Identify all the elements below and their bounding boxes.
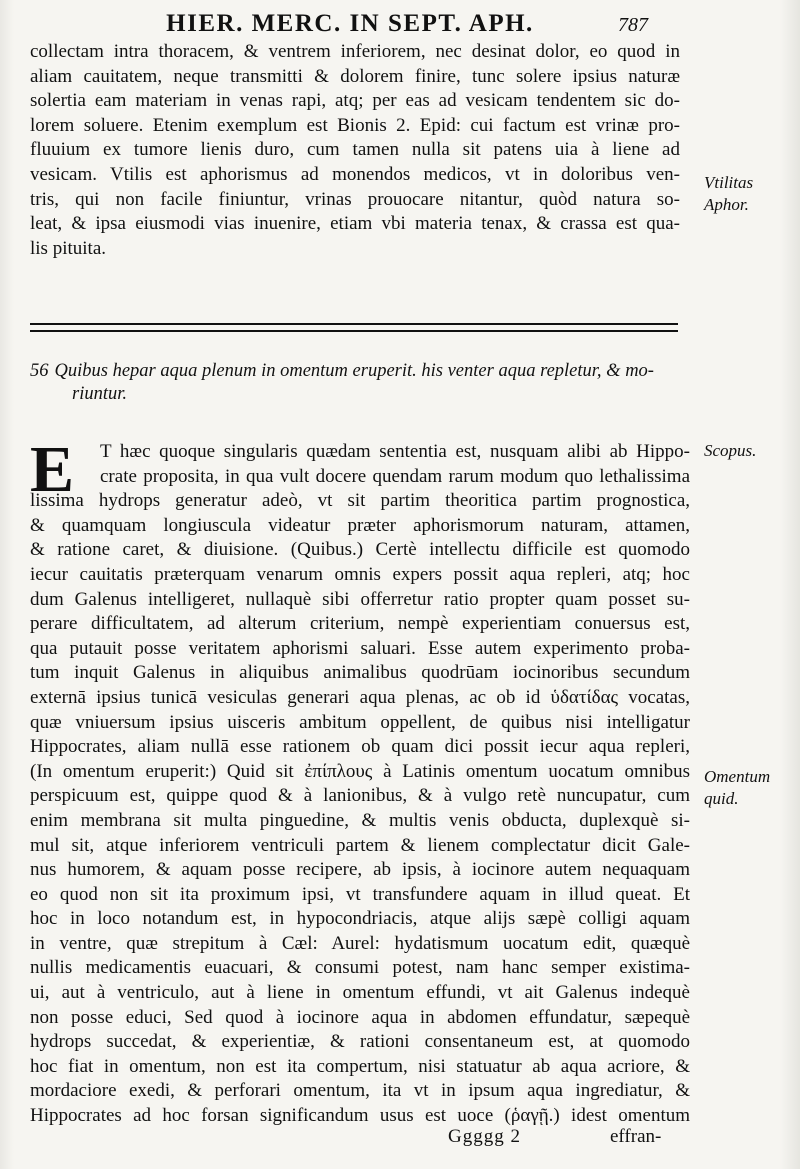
text-line: hoc in loco notandum est, in hypocondriacis, atque alijs sæpè colligi aquam <box>30 908 690 930</box>
text-line: enim membrana sit multa pinguedine, & multis venis obducta, duplexquè si- <box>30 809 690 831</box>
margin-note-line: Omentum <box>704 767 771 786</box>
aphorism-text: Quibus hepar aqua plenum in omentum eruperit. his venter aqua repletur, & mo- <box>54 361 654 381</box>
margin-note-scopus <box>704 440 756 462</box>
aphorism-text: riuntur. <box>72 384 128 404</box>
running-head: HIER. MERC. IN SEPT. APH. <box>166 10 534 37</box>
catchword: effran- <box>610 1126 662 1147</box>
text-line: nullis medicamentis euacuari, & consumi potest, nam hanc semper existima- <box>30 957 690 979</box>
text-line: perspicuum est, quippe quod & à lanionibus, & à vulgo retè nuncupatur, cum <box>30 785 690 807</box>
aphorism-heading <box>30 360 680 406</box>
text-line: solertia eam materiam in venas rapi, atq; per eas ad vesicam tendentem sic do- <box>30 90 680 112</box>
text-line: tris, qui non facile finiuntur, vrinas prouocare nitantur, quòd natura so- <box>30 188 680 210</box>
signature-mark: Ggggg 2 <box>448 1126 521 1147</box>
text-line: lissima hydrops generatur adeò, vt sit partim theoritica partim prognostica, <box>30 490 690 512</box>
text-line: & ratione caret, & diuisione. (Quibus.) Certè intellectu difficile est quomodo <box>30 539 690 561</box>
text-line: leat, & ipsa eiusmodi vias inuenire, etiam vbi materia tenax, & crassa est qua- <box>30 213 680 235</box>
text-line: aliam cauitatem, neque transmitti & dolorem finire, tunc solere ipsius naturæ <box>30 65 680 87</box>
commentary <box>30 433 690 1129</box>
text-line: eo quod non sit ita proximum ipsi, vt transfundere aquam in illud queat. Et <box>30 883 690 905</box>
text-line: vesicam. Vtilis est aphorismus ad monendos medicos, vt in doloribus ven- <box>30 163 680 185</box>
text-line: iecur cauitatis præterquam venarum omnis expers possit aqua repleri, atq; hoc <box>30 563 690 585</box>
text-line: crate proposita, in qua vult docere quendam rarum modum quo lethalissima <box>100 465 690 487</box>
text-line: dum Galenus intelligeret, nullaquè sibi offerretur ratio propter quam posset su- <box>30 588 690 610</box>
margin-note-line: Scopus. <box>704 441 757 460</box>
text-line: lis pituita. <box>30 237 106 259</box>
text-line: mul sit, atque inferiorem ventriculi partem & lienem complectatur dicit Gale- <box>30 834 690 856</box>
text-line: Hippocrates, aliam nullā esse rationem ob quam dici possit iecur aqua repleri, <box>30 736 690 758</box>
text-line: in ventre, quæ strepitum à Cæl: Aurel: hydatismum uocatum edit, quæquè <box>30 932 690 954</box>
margin-note-line: Aphor. <box>704 195 749 214</box>
text-line: tum inquit Galenus in aliquibus animalibus quodrūam iocinoribus secundum <box>30 662 690 684</box>
text-line: ui, aut à ventriculo, aut à liene in omentum effundi, vt ait Galenus indequè <box>30 982 690 1004</box>
text-line: hoc fiat in omentum, non est ita compertum, nisi statuatur ab aqua acriore, & <box>30 1055 690 1077</box>
section-rule <box>30 330 678 332</box>
text-line: mordaciore exedi, & perforari omentum, ita vt in ipsum aqua ingrediatur, & <box>30 1080 690 1102</box>
text-line: Hippocrates ad hoc forsan significandum usus est uoce (ῥαγῇ.) idest omentum <box>30 1105 690 1127</box>
section-rule <box>30 323 678 325</box>
text-line: & quamquam longiuscula videatur præter aphorismorum naturam, attamen, <box>30 514 690 536</box>
text-line: fluuium ex tumore lienis duro, cum tamen nulla sit patens uia à liene ad <box>30 139 680 161</box>
text-line: collectam intra thoracem, & ventrem inferiorem, nec desinat dolor, eo quod in <box>30 41 680 62</box>
page-number: 787 <box>618 14 648 36</box>
text-line: lorem soluere. Etenim exemplum est Bionis 2. Epid: cui factum est vrinæ pro- <box>30 114 680 136</box>
text-line: quæ vniuersum ipsius uisceris ambitum oppellent, de quibus nisi intelligatur <box>30 711 690 733</box>
margin-note-omentum <box>704 766 770 810</box>
margin-note-line: Vtilitas <box>704 173 754 192</box>
top-paragraph <box>30 40 680 261</box>
margin-note-utilitas <box>704 172 753 216</box>
drop-cap: E <box>30 433 75 506</box>
text-line: hydrops succedat, & experientiæ, & rationi consentaneum est, at quomodo <box>30 1031 690 1053</box>
text-line: non posse educi, Sed quod à iocinore aqua in abdomen effundatur, sæpequè <box>30 1006 690 1028</box>
text-line: (In omentum eruperit:) Quid sit ἐπίπλους à Latinis omentum uocatum omnibus <box>30 760 690 782</box>
text-line: qua putauit posse veritatem aphorismi saluari. Esse autem experimento proba- <box>30 637 690 659</box>
text-line: nus humorem, & aquam posse recipere, ab ipsis, à iocinore autem nequaquam <box>30 859 690 881</box>
margin-note-line: quid. <box>704 789 739 808</box>
text-line: T hæc quoque singularis quædam sententia est, nusquam alibi ab Hippo- <box>100 441 690 462</box>
text-line: externā ipsius tunicā vesiculas generari aqua plenas, ac ob id ὑδατίδας vocatas, <box>30 686 690 708</box>
text-line: perare difficultatem, ad alterum criterium, nempè experientiam conuersus est, <box>30 613 690 635</box>
aphorism-number: 56 <box>30 361 49 381</box>
